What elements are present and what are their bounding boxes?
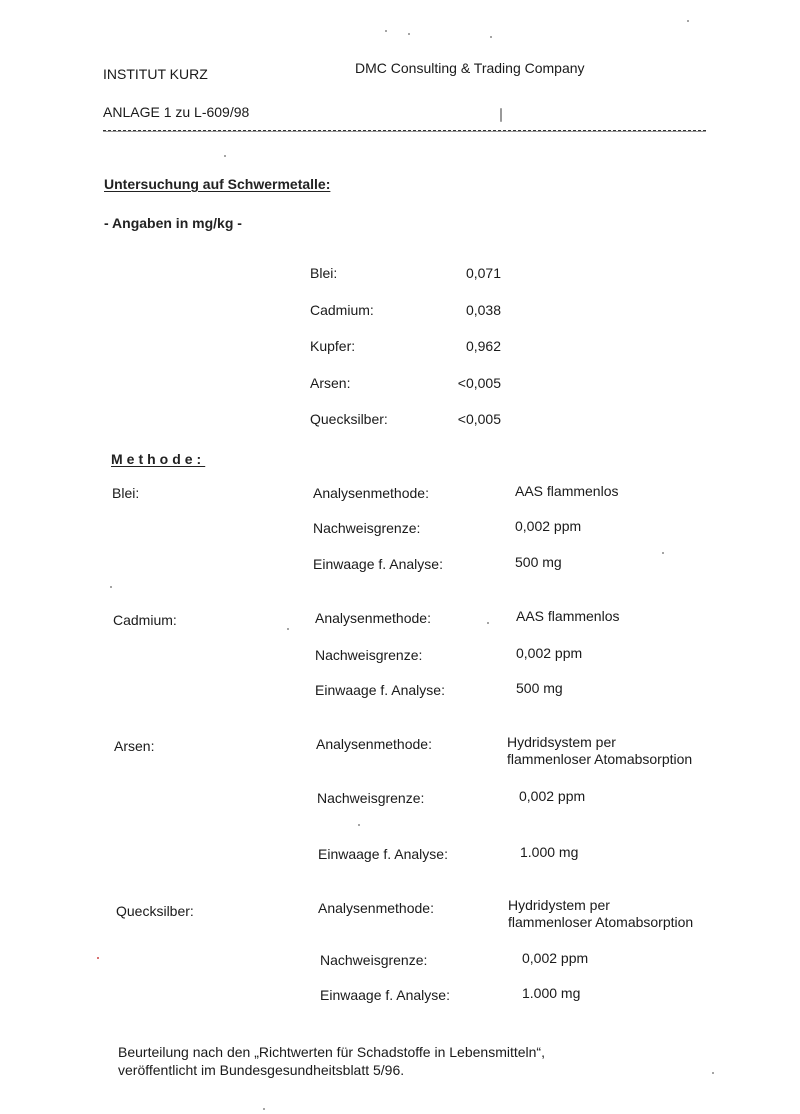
result-element: Blei: [310, 265, 338, 281]
assessment-note [118, 1043, 545, 1079]
method-value: 0,002 ppm [515, 518, 582, 534]
section-heading: Untersuchung auf Schwermetalle: [104, 176, 331, 192]
method-value: 0,002 ppm [516, 645, 583, 661]
scan-speck [662, 552, 664, 554]
annex-reference: ANLAGE 1 zu L-609/98 [103, 104, 250, 120]
result-element: Cadmium: [310, 302, 374, 318]
method-element: Cadmium: [113, 612, 177, 628]
methods-title: Methode: [111, 451, 206, 467]
method-value: 1.000 mg [522, 985, 581, 1001]
method-label: Einwaage f. Analyse: [318, 846, 448, 862]
method-element: Arsen: [114, 738, 155, 754]
method-value: AAS flammenlos [515, 483, 619, 499]
result-value: 0,071 [465, 265, 501, 281]
method-value: 1.000 mg [520, 844, 579, 860]
assessment-note-line1: Beurteilung nach den „Richtwerten für Schadstoffe in Lebensmitteln“, [118, 1044, 545, 1060]
result-value: <0,005 [457, 411, 501, 427]
header-divider-shadow [103, 131, 706, 132]
method-label: Analysenmethode: [316, 736, 432, 752]
method-value: AAS flammenlos [516, 608, 620, 624]
result-value: 0,962 [465, 338, 501, 354]
method-value: Hydridsystem per [507, 734, 616, 750]
method-label: Nachweisgrenze: [315, 647, 423, 663]
method-label: Analysenmethode: [318, 900, 434, 916]
method-label: Einwaage f. Analyse: [320, 987, 450, 1003]
scan-speck [287, 628, 289, 630]
result-element: Kupfer: [310, 338, 356, 354]
method-element: Blei: [112, 485, 140, 501]
scan-mark [500, 108, 502, 122]
scan-speck [97, 957, 99, 959]
method-value: 500 mg [516, 680, 563, 696]
method-value-continued: flammenloser Atomabsorption [508, 914, 694, 930]
method-label: Analysenmethode: [315, 610, 431, 626]
result-value: <0,005 [457, 375, 501, 391]
result-element: Quecksilber: [310, 411, 388, 427]
method-value: 0,002 ppm [519, 788, 586, 804]
institute-name: INSTITUT KURZ [103, 66, 208, 82]
method-label: Nachweisgrenze: [313, 520, 421, 536]
method-value: 500 mg [515, 554, 562, 570]
method-label: Nachweisgrenze: [320, 952, 428, 968]
company-name: DMC Consulting & Trading Company [355, 60, 585, 76]
method-value: Hydridystem per [508, 897, 610, 913]
scan-speck [358, 824, 360, 826]
scan-speck [385, 30, 387, 32]
method-element: Quecksilber: [116, 903, 194, 919]
assessment-note-line2: veröffentlicht im Bundesgesundheitsblatt 5/96. [118, 1062, 405, 1078]
result-value: 0,038 [465, 302, 501, 318]
method-label: Nachweisgrenze: [317, 790, 425, 806]
method-value-continued: flammenloser Atomabsorption [507, 751, 693, 767]
method-label: Analysenmethode: [313, 485, 429, 501]
scan-speck [487, 622, 489, 624]
scan-speck [408, 33, 410, 35]
scan-speck [224, 155, 226, 157]
units-note: - Angaben in mg/kg - [104, 215, 242, 231]
scan-speck [110, 586, 112, 588]
scan-speck [263, 1108, 265, 1110]
method-value: 0,002 ppm [522, 950, 589, 966]
scan-speck [490, 36, 492, 38]
result-element: Arsen: [310, 375, 351, 391]
scan-speck [687, 20, 689, 22]
method-label: Einwaage f. Analyse: [313, 556, 443, 572]
scan-speck [712, 1072, 714, 1074]
method-label: Einwaage f. Analyse: [315, 682, 445, 698]
